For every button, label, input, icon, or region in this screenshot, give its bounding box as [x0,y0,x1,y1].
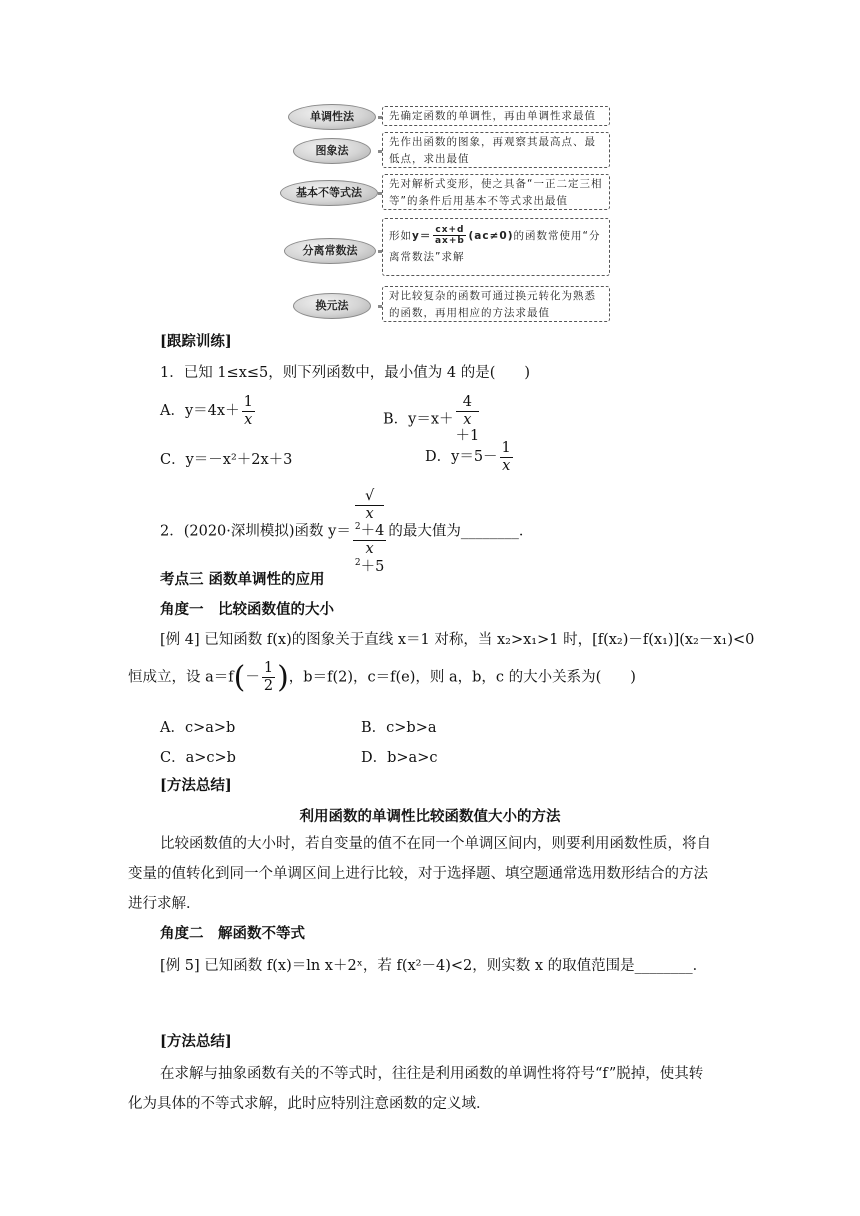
example-4-line2: 恒成立，设 a＝f(－ $\frac{1}{2}$ )，b＝f(2)，c＝f(e)，则 a，b，c 的大小关系为( ) [128,660,636,695]
method-paragraph-line3: 进行求解． [128,896,201,912]
method-paragraph-line2: 变量的值转化到同一个单调区间上进行比较，对于选择题、填空题通常选用数形结合的方法 [128,866,708,882]
ex4-part-b: ，b＝f(2)，c＝f(e)，则 a，b，c 的大小关系为( ) [288,669,636,686]
fraction [433,225,466,247]
method-pill-5: 换元法 [293,293,371,319]
fraction: $\frac{1}{2}$ [263,660,274,694]
denominator: ax+b [434,236,465,247]
ex4-option-c: C．a>c>b [160,750,236,766]
method-desc-1: 先确定函数的单调性，再由单调性求最值 [382,106,610,126]
desc-suffix: 的函数常使用“分离常数法”求解 [389,229,601,263]
example-5: [例 5] 已知函数 f(x)＝ln x＋2ˣ，若 f(x²－4)<2，则实数 x 的取值范围是________． [160,958,708,974]
q1-option-c: C．y＝－x²＋2x＋3 [160,452,293,468]
method-pill-2: 图象法 [293,138,371,164]
q2-suffix: 的最大值为________． [388,523,534,540]
method-title: 利用函数的单调性比较函数值大小的方法 [299,808,561,825]
condition: (ac≠0) [468,229,514,242]
ex4-option-b: B．c>b>a [361,720,437,736]
method-desc-5: 对比较复杂的函数可通过换元转化为熟悉的函数，再用相应的方法求最值 [382,286,610,322]
section-heading: [跟踪训练] [160,333,232,350]
fraction: $\frac{1}{x}$ [243,394,253,428]
fraction: √ x $^2$＋4 x $^2$＋5 [354,488,385,575]
fraction: $\frac{1}{x}$ [501,440,511,474]
question-1-stem: 1．已知 1≤x≤5，则下列函数中，最小值为 4 的是( ) [160,365,531,381]
fraction: 4 x ＋1 [455,394,480,445]
option-label: D．y＝5－ [425,449,498,466]
method-desc-2: 先作出函数的图象，再观察其最高点、最低点，求出最值 [382,132,610,168]
option-label: B．y＝x＋ [383,411,454,428]
method-summary-heading: [方法总结] [160,777,232,794]
desc-prefix: 形如 [389,229,412,242]
method-pill-1: 单调性法 [288,104,376,130]
method-pill-3: 基本不等式法 [280,180,378,206]
ex4-option-d: D．b>a>c [361,750,438,766]
q1-option-d [425,440,515,474]
method-summary-heading-2: [方法总结] [160,1033,232,1050]
question-2 [160,488,533,575]
ex4-option-a: A．c>a>b [160,720,236,736]
option-label: A．y＝4x＋ [160,403,240,420]
q1-option-b [383,394,481,445]
section-title: 考点三 函数单调性的应用 [160,571,325,588]
angle-2-title: 角度二 解函数不等式 [160,925,305,942]
summary-paragraph-line2: 化为具体的不等式求解，此时应特别注意函数的定义域． [128,1096,491,1112]
q2-prefix: 2．(2020·深圳模拟)函数 y＝ [160,523,351,540]
method-pill-4: 分离常数法 [284,238,376,264]
q1-option-a [160,394,257,428]
example-4-line1: [例 4] 已知函数 f(x)的图象关于直线 x＝1 对称，当 x₂>x₁>1 时，[f(x₂)－f(x₁)](x₂－x₁)<0 [160,632,755,648]
angle-1-title: 角度一 比较函数值的大小 [160,601,334,618]
method-paragraph-line1: 比较函数值的大小时，若自变量的值不在同一个单调区间内，则要利用函数性质，将自 [160,836,711,852]
ex4-part-a: 恒成立，设 a＝f [128,669,234,686]
summary-paragraph-line1: 在求解与抽象函数有关的不等式时，往往是利用函数的单调性将符号“f”脱掉，使其转 [160,1066,704,1082]
numerator: cx+d [435,225,465,235]
method-desc-3: 先对解析式变形，使之具备“一正二定三相等”的条件后用基本不等式求出最值 [382,174,610,210]
method-desc-4: 形如y＝ $\frac{cx+d}{ax+b}$ (ac≠0)的函数常使用“分离常数法”求解 [382,218,610,276]
